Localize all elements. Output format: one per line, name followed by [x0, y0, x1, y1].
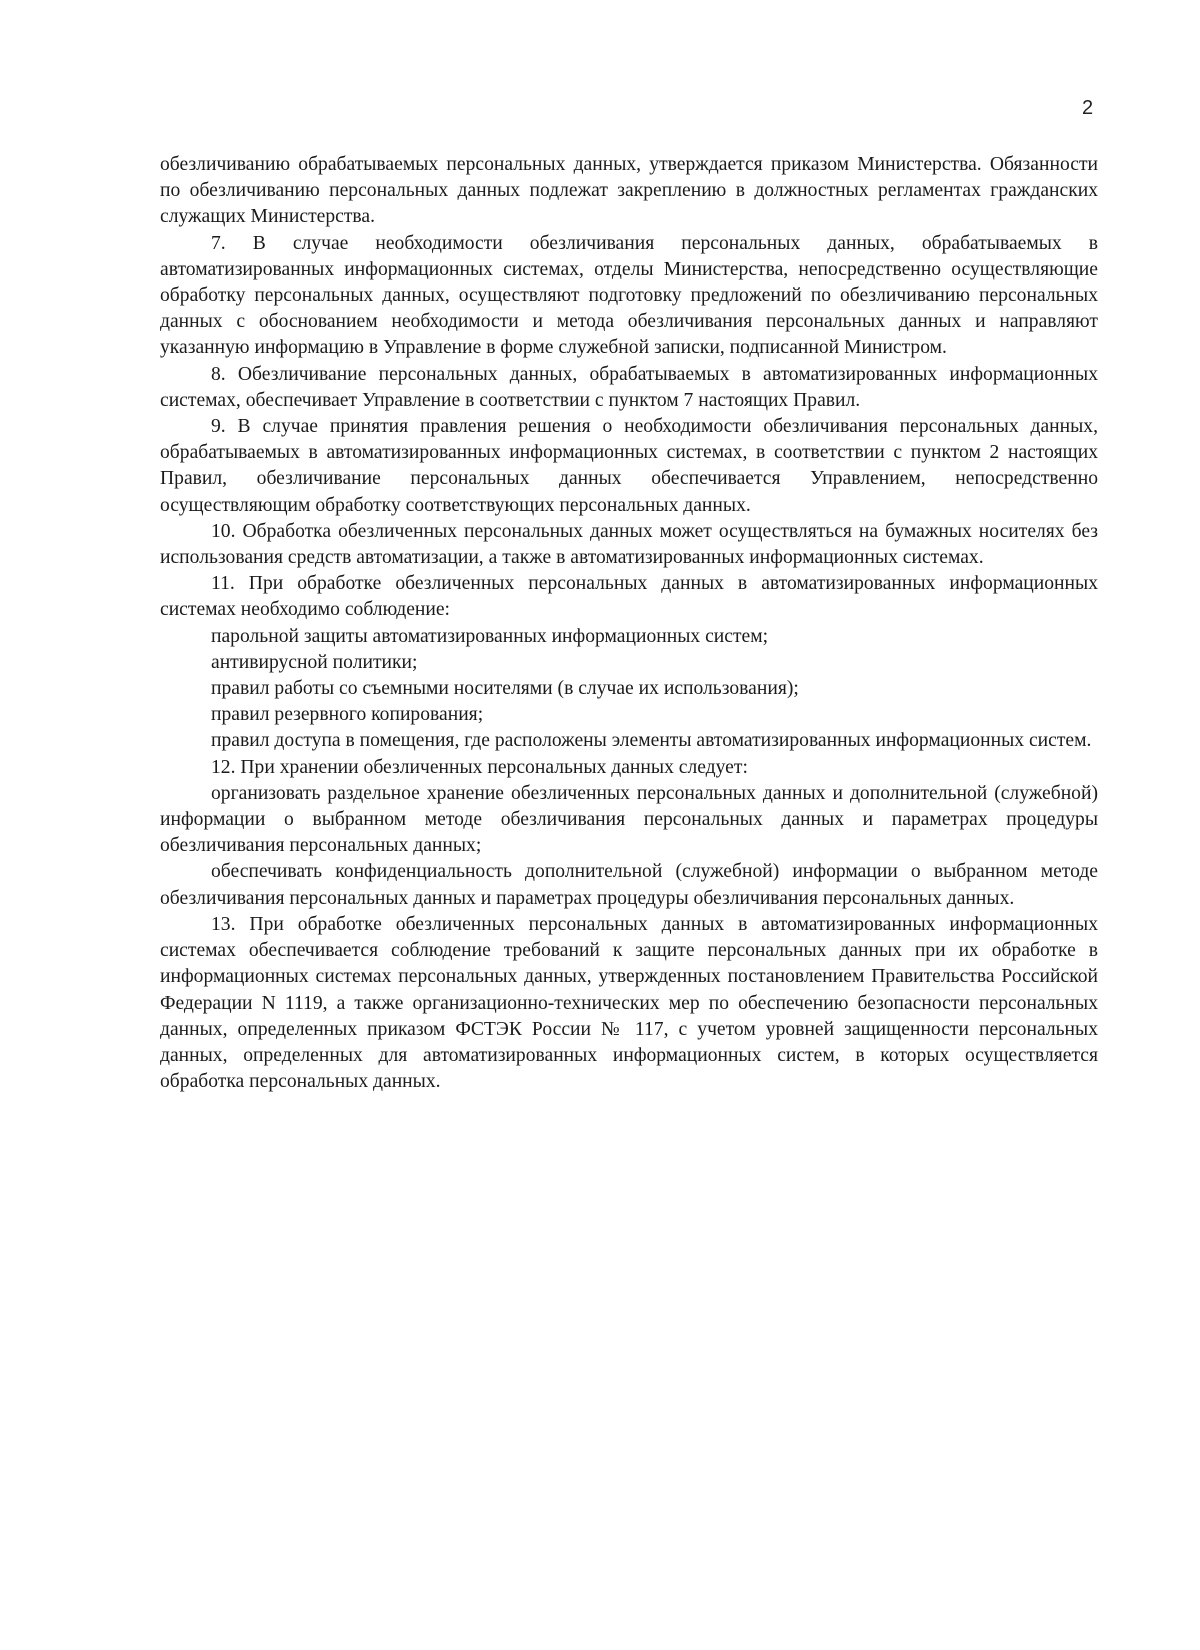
list-item-password-protection: парольной защиты автоматизированных информационных систем; — [211, 625, 769, 647]
paragraph-continuation: обезличиванию обрабатываемых персональных данных, утверждается приказом Министерства. Обязанности по обезличиванию персональных данных подлежат закреплению в должностных регламентах гражданских служащих Министерства. — [160, 154, 1098, 228]
paragraph-item-11: 11. При обработке обезличенных персональных данных в автоматизированных информационных системах необходимо соблюдение: — [160, 573, 1098, 621]
paragraph-item-13: 13. При обработке обезличенных персональных данных в автоматизированных информационных системах обеспечивается соблюдение требований к защите персональных данных при их обработке в информационных системах персональных данных, утвержденных постановлением Правительства Российской Федерации N 1119, а также организационно-технических мер по обеспечению безопасности персональных данных, определенных приказом ФСТЭК России № 117, с учетом уровней защищенности персональных данных, определенных для автоматизированных информационных систем, в которых осуществляется обработка персональных данных. — [160, 913, 1098, 1093]
paragraph-item-10: 10. Обработка обезличенных персональных данных может осуществляться на бумажных носителях без использования средств автоматизации, а также в автоматизированных информационных системах. — [160, 520, 1098, 569]
list-item-separate-storage: организовать раздельное хранение обезличенных персональных данных и дополнительной (служебной) информации о выбранном методе обезличивания персональных данных и параметрах процедуры обезличивания персональных данных; — [160, 782, 1098, 857]
paragraph-item-9: 9. В случае принятия правления решения о необходимости обезличивания персональных данных, обрабатываемых в автоматизированных информационных системах, в соответствии с пунктом 2 настоящих Правил, обезличивание персональных данных обеспечивается Управлением, непосредственно осуществляющим обработку соответствующих персональных данных. — [160, 416, 1098, 516]
list-item-removable-media: правил работы со съемными носителями (в случае их использования); — [211, 678, 799, 700]
document-body — [160, 152, 1098, 1095]
list-item-backup-rules: правил резервного копирования; — [211, 704, 484, 726]
paragraph-item-12: 12. При хранении обезличенных персональных данных следует: — [211, 756, 748, 778]
paragraph-item-7: 7. В случае необходимости обезличивания персональных данных, обрабатываемых в автоматизированных информационных системах, отделы Министерства, непосредственно осуществляющие обработку персональных данных, осуществляют подготовку предложений по обезличиванию персональных данных с обоснованием необходимости и метода обезличивания персональных данных и направляют указанную информацию в Управление в форме служебной записки, подписанной Министром. — [160, 232, 1098, 359]
paragraph-item-8: 8. Обезличивание персональных данных, обрабатываемых в автоматизированных информационных системах, обеспечивает Управление в соответствии с пунктом 7 настоящих Правил. — [160, 363, 1098, 411]
list-item-premises-access: правил доступа в помещения, где расположены элементы автоматизированных информационных систем. — [211, 730, 1092, 752]
list-item-confidentiality: обеспечивать конфиденциальность дополнительной (служебной) информации о выбранном методе обезличивания персональных данных и параметрах процедуры обезличивания персональных данных. — [160, 861, 1098, 909]
list-item-antivirus-policy: антивирусной политики; — [211, 651, 418, 673]
page-number: 2 — [1082, 97, 1094, 119]
